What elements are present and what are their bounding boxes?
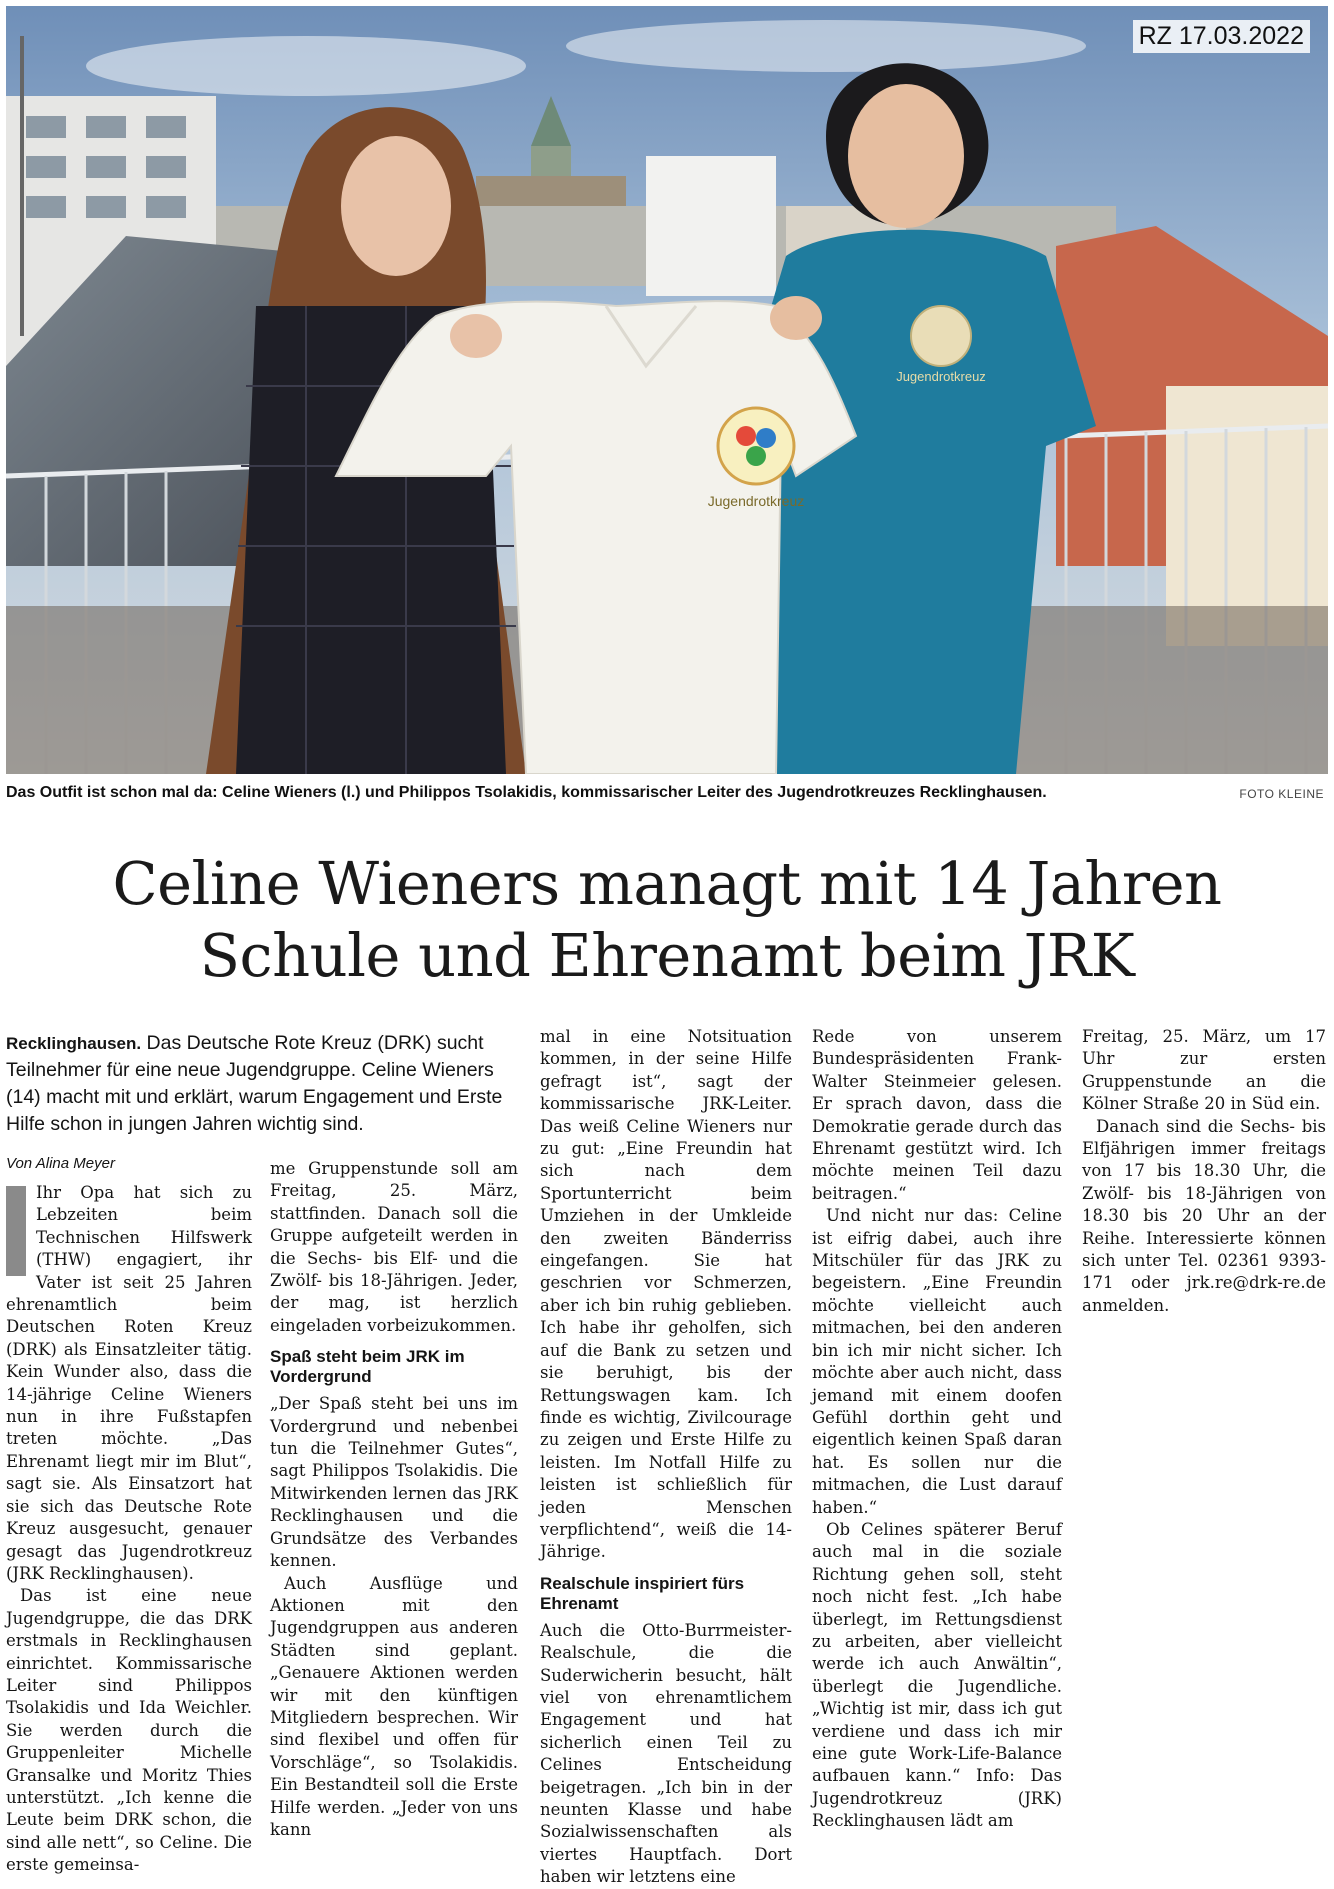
column-4	[812, 1026, 1062, 1833]
photo-illustration	[6, 6, 1328, 774]
col1-paragraph-2: Das ist eine neue Jugendgruppe, die das DRK erstmals in Recklinghausen einrichtet. Kommissarische Leiter sind Philippos Tsolakidis und Ida Weichler. Sie werden durch die Gruppenleiter Michelle Gransalke und Moritz Thies unterstützt. „Ich kenne die Leute beim DRK schon, die sind alle nett“, so Celine. Die erste gemeinsa-	[6, 1586, 252, 1875]
col3-subheading: Realschule inspiriert fürs Ehrenamt	[540, 1573, 745, 1613]
col4-paragraph-2: Und nicht nur das: Celine ist eifrig dabei, auch ihre Mitschüler für das JRK zu begeistern. „Eine Freundin möchte vielleicht auch mitmachen, bei den anderen bin ich mir nicht sicher. Ich möchte aber auch nicht, dass jemand mit einem doofen Gefühl dorthin geht und eigentlich keinen Spaß daran hat. Es sollen nur die mitmachen, die Lust darauf haben.“	[812, 1206, 1062, 1517]
col2-paragraph-1: me Gruppenstunde soll am Freitag, 25. März, stattfinden. Danach soll die Gruppe aufgeteilt werden in die Sechs- bis Elf- und die Zwölf- bis 18-Jährigen. Jeder, der mag, ist herzlich eingeladen vorbeizukommen.	[270, 1159, 518, 1335]
lead-text: Das Deutsche Rote Kreuz (DRK) sucht Teilnehmer für eine neue Jugendgruppe. Celine Wieners (14) macht mit und erklärt, warum Engagement und Erste Hilfe schon in jungen Jahren wichtig sind.	[6, 1032, 503, 1135]
col1-paragraph-1: Ihr Opa hat sich zu Lebzeiten beim Technischen Hilfswerk (THW) engagiert, ihr Vater ist seit 25 Jahren ehrenamtlich beim Deutschen Roten Kreuz (DRK) als Einsatzleiter tätig. Kein Wunder also, dass die 14-jährige Celine Wieners nun in ihre Fußstapfen treten möchte. „Das Ehrenamt liegt mir im Blut“, sagt sie. Als Einsatzort hat sie sich das Deutsche Rote Kreuz ausgesucht, genauer gesagt das Jugendrotkreuz (JRK Recklinghausen).	[6, 1183, 252, 1583]
col4-paragraph-3: Ob Celines späterer Beruf auch mal in die soziale Richtung gehen soll, steht noch nicht fest. „Ich habe überlegt, im Rettungsdienst zu arbeiten, aber vielleicht werde ich auch Anwältin“, überlegt die Jugendliche. „Wichtig ist mir, dass ich gut verdiene und dass ich mir eine gute Work-Life-Balance aufbauen kann.“ Info: Das Jugendrotkreuz (JRK) Recklinghausen lädt am	[812, 1519, 1062, 1831]
column-3	[540, 1026, 792, 1889]
headline-line-2: Schule und Ehrenamt beim JRK	[199, 921, 1135, 990]
col2-subheading: Spaß steht beim JRK im Vordergrund	[270, 1347, 465, 1387]
article-photo	[6, 6, 1328, 774]
column-2	[270, 1158, 518, 1841]
headline	[0, 848, 1334, 992]
dateline: Recklinghausen.	[6, 1034, 142, 1053]
col5-paragraph-2: Danach sind die Sechs- bis Elfjährigen immer freitags von 17 bis 18.30 Uhr, die Zwölf- bis 18-Jährigen von 18.30 bis 20 Uhr an der Reihe. Interessierte können sich unter Tel. 02361 9393-171 oder jrk.re@drk-re.de anmelden.	[1082, 1116, 1326, 1315]
polo-logo-text: Jugendrotkreuz	[896, 369, 986, 384]
col5-paragraph-1: Freitag, 25. März, um 17 Uhr zur ersten Gruppenstunde an die Kölner Straße 20 in Süd ein.	[1082, 1027, 1326, 1114]
article-lead	[6, 1030, 516, 1138]
column-1	[6, 1182, 252, 1877]
photo-caption: Das Outfit ist schon mal da: Celine Wieners (l.) und Philippos Tsolakidis, kommissarischer Leiter des Jugendrotkreuzes Recklinghausen.	[6, 784, 1047, 801]
col4-paragraph-1: Rede von unserem Bundespräsidenten Frank-Walter Steinmeier gelesen. Er sprach davon, dass die Demokratie gerade durch das Ehrenamt gestützt wird. Ich möchte meinen Teil dazu beitragen.“	[812, 1027, 1062, 1203]
byline: Von Alina Meyer	[6, 1155, 115, 1172]
column-5	[1082, 1026, 1326, 1317]
polo-logo-icon	[911, 306, 971, 366]
shirt-logo-text: Jugendrotkreuz	[707, 493, 805, 509]
col3-paragraph-2: Auch die Otto-Burrmeister-Realschule, die die Suderwicherin besucht, hält viel von ehrenamtlichem Engagement und hat sicherlich einen Teil zu Celines Entscheidung beigetragen. „Ich bin in der neunten Klasse und habe Sozialwissenschaften als viertes Hauptfach. Dort haben wir letztens eine	[540, 1620, 792, 1887]
headline-line-1: Celine Wieners managt mit 14 Jahren	[112, 849, 1222, 918]
photo-credit: FOTO KLEINE	[1239, 787, 1324, 801]
date-stamp: RZ 17.03.2022	[1133, 20, 1310, 53]
dropcap-bar	[6, 1186, 26, 1276]
col2-paragraph-3: Auch Ausflüge und Aktionen mit den Jugendgruppen aus anderen Städten sind geplant. „Genauere Aktionen werden wir mit den künftigen Mitgliedern besprechen. Wir sind flexibel und offen für Vorschläge“, so Tsolakidis. Ein Bestandteil soll die Erste Hilfe werden. „Jeder von uns kann	[270, 1573, 518, 1839]
col3-paragraph-1: mal in eine Notsituation kommen, in der seine Hilfe gefragt ist“, sagt der kommissarische JRK-Leiter. Das weiß Celine Wieners nur zu gut: „Eine Freundin hat sich nach dem Sportunterricht beim Umziehen in der Umkleide den zweiten Bänderriss eingefangen. Sie hat geschrien vor Schmerzen, aber ich bin ruhig geblieben. Ich habe ihr geholfen, sich auf die Bank zu setzen und sie beruhigt, bis der Rettungswagen kam. Ich finde es wichtig, Zivilcourage zu zeigen und Erste Hilfe zu leisten. Im Notfall Hilfe zu leisten ist schließlich für jeden Menschen verpflichtend“, weiß die 14-Jährige.	[540, 1027, 792, 1562]
col2-paragraph-2: „Der Spaß steht bei uns im Vordergrund und nebenbei tun die Teilnehmer Gutes“, sagt Philippos Tsolakidis. Die Mitwirkenden lernen das JRK Recklinghausen und die Grundsätze des Verbandes kennen.	[270, 1394, 518, 1571]
